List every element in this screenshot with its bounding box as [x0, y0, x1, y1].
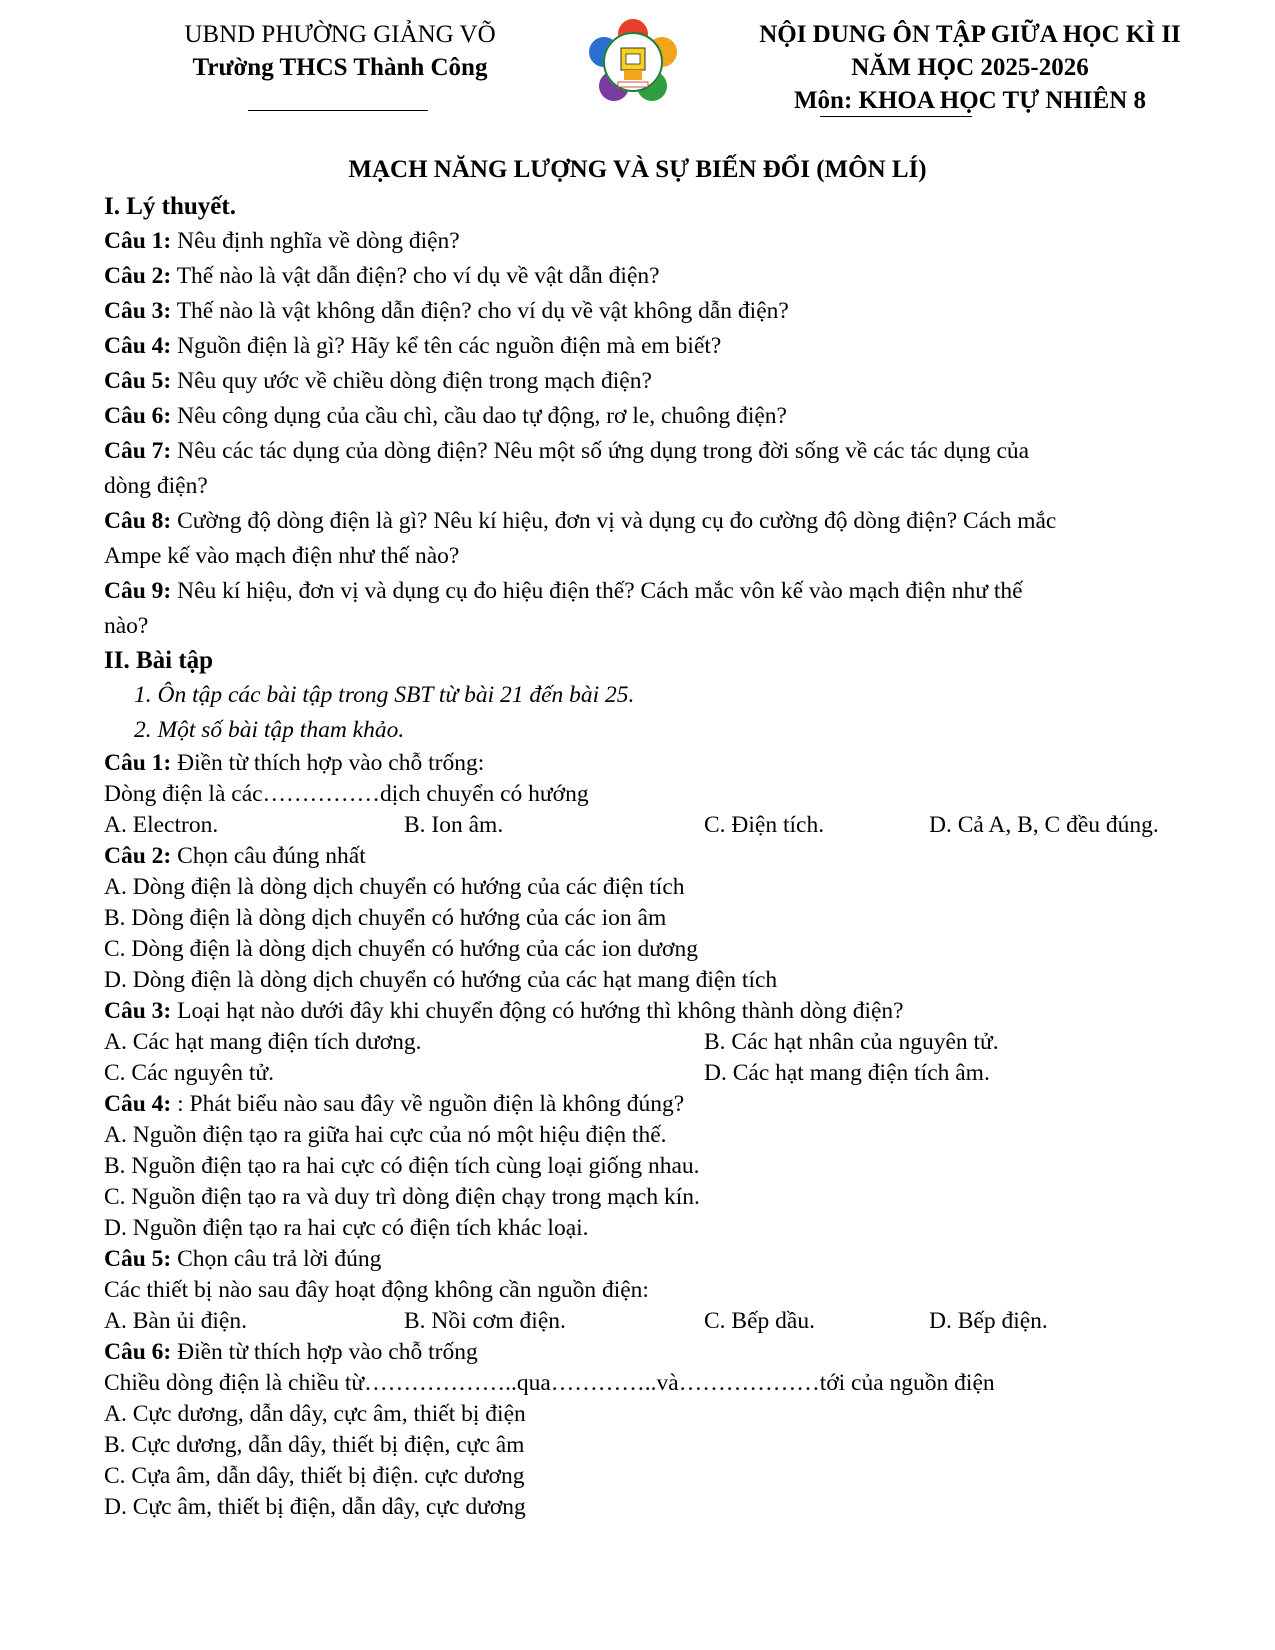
question-prompt: Dòng điện là các……………dịch chuyển có hướng	[104, 781, 589, 807]
theory-question: Câu 4: Nguồn điện là gì? Hãy kể tên các nguồn điện mà em biết?	[104, 333, 722, 359]
exercise-question: Câu 6: Điền từ thích hợp vào chỗ trống	[104, 1339, 478, 1365]
answer-option: D. Cực âm, thiết bị điện, dẫn dây, cực dương	[104, 1494, 526, 1520]
answer-option: D. Cả A, B, C đều đúng.	[929, 812, 1159, 838]
question-prompt: Các thiết bị nào sau đây hoạt động không cần nguồn điện:	[104, 1277, 649, 1303]
header-exam-title: NỘI DUNG ÔN TẬP GIỮA HỌC KÌ II	[759, 21, 1181, 48]
answer-option: C. Các nguyên tử.	[104, 1060, 275, 1086]
answer-option: D. Các hạt mang điện tích âm.	[704, 1060, 990, 1086]
answer-option: C. Cựa âm, dẫn dây, thiết bị điện. cực dương	[104, 1463, 525, 1489]
answer-option: A. Các hạt mang điện tích dương.	[104, 1029, 422, 1055]
theory-question: Câu 1: Nêu định nghĩa về dòng điện?	[104, 228, 460, 254]
answer-option: B. Dòng điện là dòng dịch chuyển có hướng của các ion âm	[104, 905, 667, 931]
exercise-question: Câu 2: Chọn câu đúng nhất	[104, 843, 366, 869]
header-authority: UBND PHƯỜNG GIẢNG VÕ	[184, 21, 496, 48]
header-left-rule	[248, 110, 428, 111]
answer-option: A. Bàn ủi điện.	[104, 1308, 247, 1334]
document-body	[104, 190, 1214, 1523]
theory-question-cont: Ampe kế vào mạch điện như thế nào?	[104, 543, 460, 569]
answer-row	[104, 1058, 1214, 1089]
answer-option: A. Cực dương, dẫn dây, cực âm, thiết bị điện	[104, 1401, 526, 1427]
theory-question-cont: nào?	[104, 613, 149, 639]
exercises-heading: II. Bài tập	[104, 647, 214, 674]
answer-option: A. Electron.	[104, 812, 219, 838]
answer-option: A. Dòng điện là dòng dịch chuyển có hướng của các điện tích	[104, 874, 685, 900]
question-prompt: Chiều dòng điện là chiều từ………………..qua…………..và………………tới của nguồn điện	[104, 1370, 995, 1396]
answer-option: A. Nguồn điện tạo ra giữa hai cực của nó một hiệu điện thế.	[104, 1122, 667, 1148]
header-school-year: NĂM HỌC 2025-2026	[851, 54, 1089, 81]
answer-option: D. Bếp điện.	[929, 1308, 1048, 1334]
answer-option: D. Dòng điện là dòng dịch chuyển có hướng của các hạt mang điện tích	[104, 967, 778, 993]
school-logo-icon	[588, 18, 678, 106]
answer-option: B. Các hạt nhân của nguyên tử.	[704, 1029, 999, 1055]
answer-row	[104, 1027, 1214, 1058]
theory-question: Câu 6: Nêu công dụng của cầu chì, cầu dao tự động, rơ le, chuông điện?	[104, 403, 787, 429]
theory-question: Câu 5: Nêu quy ước về chiều dòng điện trong mạch điện?	[104, 368, 652, 394]
answer-option: B. Nồi cơm điện.	[404, 1308, 566, 1334]
header-right	[700, 18, 1240, 117]
exercise-question: Câu 4: : Phát biểu nào sau đây về nguồn điện là không đúng?	[104, 1091, 685, 1117]
answer-option: B. Ion âm.	[404, 812, 504, 838]
answer-row	[104, 1306, 1214, 1337]
exercise-item: 2. Một số bài tập tham khảo.	[134, 717, 405, 743]
header-subject: Môn: KHOA HỌC TỰ NHIÊN 8	[793, 87, 1147, 114]
answer-option: C. Bếp dầu.	[704, 1308, 815, 1334]
exercise-item: 1. Ôn tập các bài tập trong SBT từ bài 21 đến bài 25.	[134, 682, 635, 708]
answer-option: B. Cực dương, dẫn dây, thiết bị điện, cực âm	[104, 1432, 525, 1458]
header-left	[140, 18, 540, 84]
theory-question-cont: dòng điện?	[104, 473, 208, 499]
theory-question: Câu 8: Cường độ dòng điện là gì? Nêu kí hiệu, đơn vị và dụng cụ đo cường độ dòng điện? Cách mắc	[104, 508, 1057, 534]
answer-row	[104, 810, 1214, 841]
theory-question: Câu 7: Nêu các tác dụng của dòng điện? Nêu một số ứng dụng trong đời sống về các tác dụng của	[104, 438, 1030, 464]
answer-option: C. Dòng điện là dòng dịch chuyển có hướng của các ion dương	[104, 936, 698, 962]
answer-option: C. Nguồn điện tạo ra và duy trì dòng điện chạy trong mạch kín.	[104, 1184, 700, 1210]
exercise-question: Câu 5: Chọn câu trả lời đúng	[104, 1246, 382, 1272]
exercise-question: Câu 1: Điền từ thích hợp vào chỗ trống:	[104, 750, 485, 776]
theory-question: Câu 9: Nêu kí hiệu, đơn vị và dụng cụ đo hiệu điện thế? Cách mắc vôn kế vào mạch điện như thế	[104, 578, 1023, 604]
exercise-question: Câu 3: Loại hạt nào dưới đây khi chuyển động có hướng thì không thành dòng điện?	[104, 998, 904, 1024]
header-school: Trường THCS Thành Công	[192, 54, 488, 81]
page-title: MẠCH NĂNG LƯỢNG VÀ SỰ BIẾN ĐỔI (MÔN LÍ)	[348, 156, 927, 183]
header-right-rule	[820, 116, 972, 117]
answer-option: C. Điện tích.	[704, 812, 825, 838]
answer-option: D. Nguồn điện tạo ra hai cực có điện tích khác loại.	[104, 1215, 589, 1241]
theory-question: Câu 2: Thế nào là vật dẫn điện? cho ví dụ về vật dẫn điện?	[104, 263, 660, 289]
theory-question: Câu 3: Thế nào là vật không dẫn điện? cho ví dụ về vật không dẫn điện?	[104, 298, 789, 324]
answer-option: B. Nguồn điện tạo ra hai cực có điện tích cùng loại giống nhau.	[104, 1153, 700, 1179]
theory-heading: I. Lý thuyết.	[104, 193, 236, 220]
